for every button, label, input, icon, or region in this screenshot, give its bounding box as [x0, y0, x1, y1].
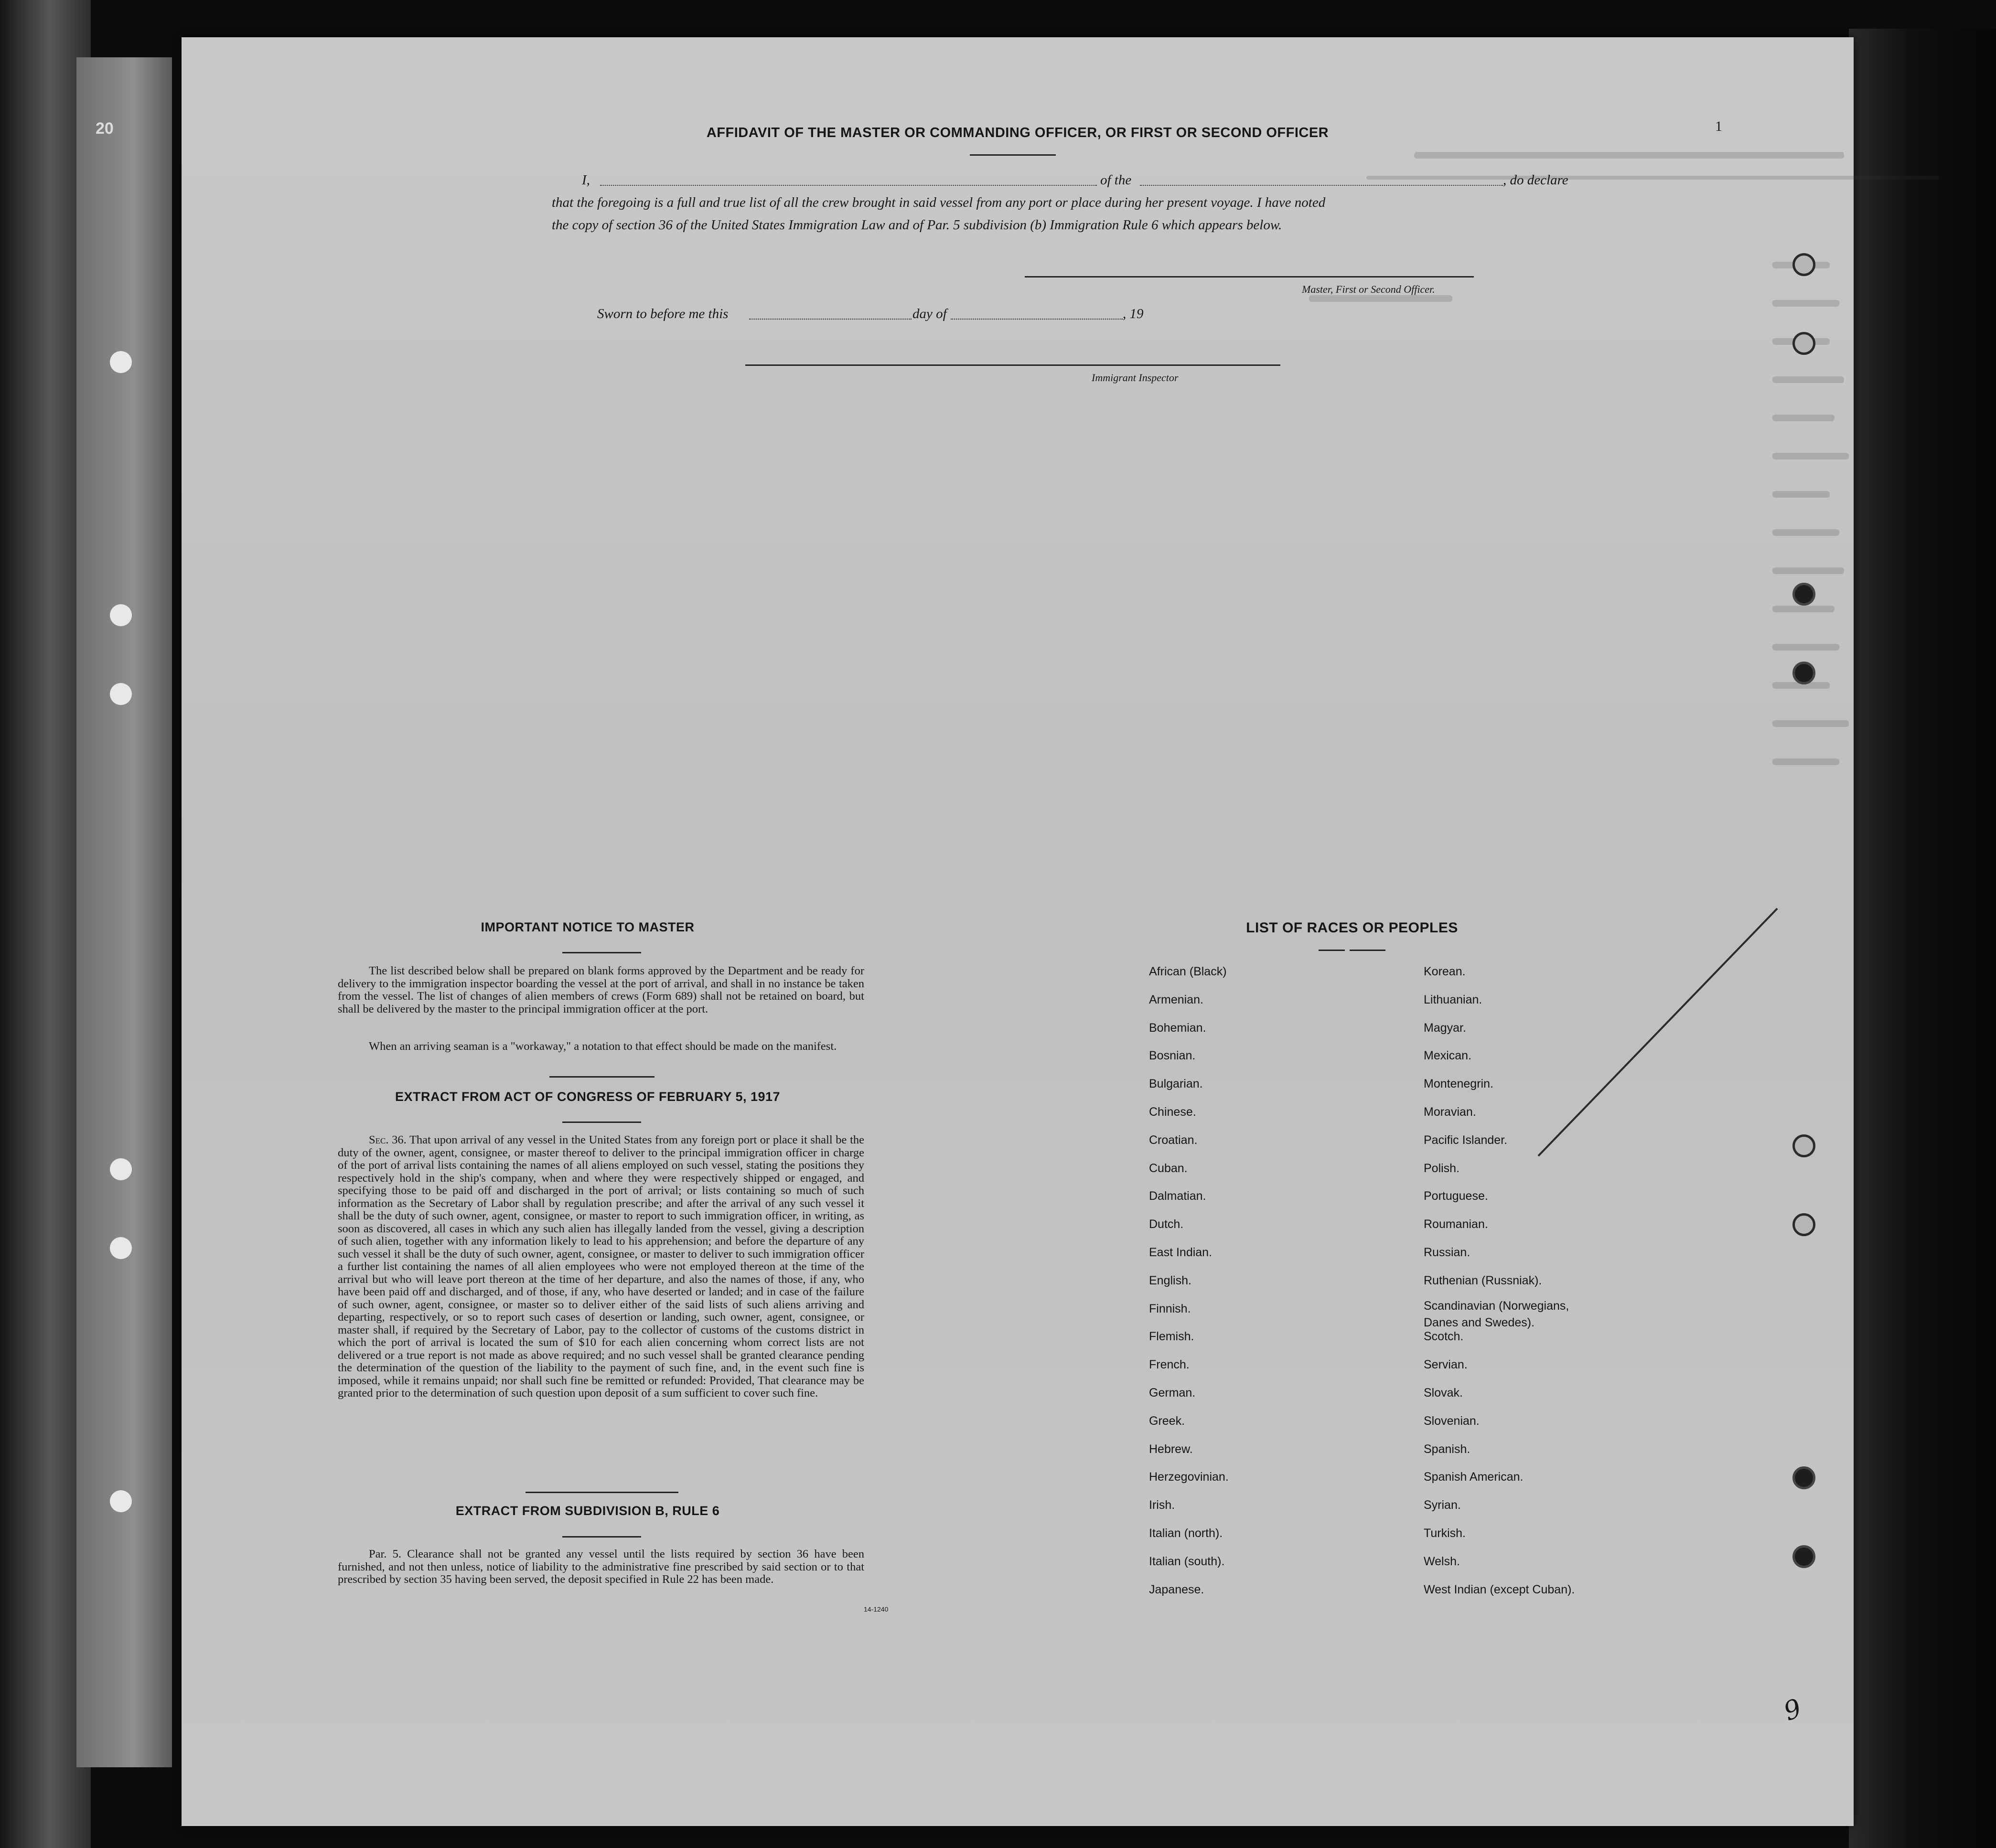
- race-left-item: Bosnian.: [1149, 1049, 1196, 1063]
- binder-hole: [1792, 332, 1815, 355]
- year-label: , 19: [1123, 306, 1144, 321]
- race-left-item: Italian (north).: [1149, 1527, 1223, 1540]
- signature-caption: Master, First or Second Officer.: [1302, 283, 1435, 295]
- binder-hole: [1792, 1466, 1815, 1489]
- race-right-item: Slovak.: [1424, 1386, 1463, 1399]
- margin-handwriting: 9: [1780, 1693, 1806, 1727]
- race-left-item: Bulgarian.: [1149, 1077, 1203, 1091]
- rule-extract-title: EXTRACT FROM SUBDIVISION B, RULE 6: [455, 1504, 720, 1518]
- race-left-item: Flemish.: [1149, 1330, 1194, 1344]
- binder-hole: [1792, 253, 1815, 276]
- race-right-item: Scotch.: [1424, 1330, 1464, 1344]
- act-rule: [562, 1122, 641, 1123]
- manifest-page: [182, 37, 1854, 1826]
- race-right-item: Pacific Islander.: [1424, 1133, 1508, 1147]
- sworn-month-field[interactable]: [951, 306, 1123, 320]
- punch-hole: [110, 1490, 132, 1512]
- notice-title: IMPORTANT NOTICE TO MASTER: [481, 920, 695, 934]
- races-title: LIST OF RACES OR PEOPLES: [1246, 920, 1458, 936]
- section-label: Sec. 36.: [369, 1133, 407, 1146]
- race-left-item: Italian (south).: [1149, 1554, 1225, 1568]
- notice-divider: [549, 1076, 655, 1078]
- race-left-item: Greek.: [1149, 1414, 1185, 1428]
- race-left-item: English.: [1149, 1273, 1191, 1287]
- race-left-item: Armenian.: [1149, 993, 1203, 1006]
- day-of-label: day of: [912, 306, 947, 321]
- race-left-item: African (Black): [1149, 965, 1227, 978]
- race-right-item: Spanish.: [1424, 1442, 1470, 1456]
- binder-hole: [1792, 1134, 1815, 1157]
- race-right-item: Russian.: [1424, 1246, 1470, 1259]
- binder-hole: [1792, 1545, 1815, 1568]
- race-left-item: Herzegovinian.: [1149, 1470, 1229, 1484]
- race-left-item: Bohemian.: [1149, 1021, 1206, 1035]
- punch-hole: [110, 351, 132, 373]
- race-right-item: Welsh.: [1424, 1554, 1460, 1568]
- section-text: That upon arrival of any vessel in the United States from any foreign port or place it shall be the duty of the owner, agent, consignee, or master thereof to deliver to the principal immigration officer in charge of the port of arrival lists containing the names of all aliens employed on such vessel, stating the positions they respectively hold in the ship's company, when and where they were respectively shipped or engaged, and specifying those to be paid off and discharged in the port of arrival; or lists containing so much of such information as the Secretary of Labor shall by regulation prescribe; and after the arrival of any such vessel it shall be the duty of such owner, agent, consignee, or master to report to such immigration officer, in writing, as soon as discovered, all cases in which any such alien has illegally landed from the vessel, giving a description of such alien, together with any information likely to lead to his apprehension; and before the departure of any such vessel it shall be the duty of such owner, agent, consignee, or master to deliver to such immigration officer a further list containing the names of all alien employees who were not employed thereon at the time of the arrival but who will leave port thereon at the time of her departure, and also the names of those, if any, who have been paid off and discharged, and of those, if any, who have deserted or landed; and in case of the failure of such owner, agent, consignee, or master so to deliver either of the said lists of such aliens arriving and departing, respectively, or so to report such cases of desertion or landing, such owner, agent, consignee, or master shall, if required by the Secretary of Labor, pay to the collector of customs of the customs district in which the port of arrival is located the sum of $10 for each alien concerning whom correct lists are not delivered or a true report is not made as above required; and no such vessel shall be granted clearance pending the determination of the question of the liability to the payment of such fine, and, in the event such fine is imposed, while it remains unpaid; nor shall such fine be remitted or refunded: Provided, That clearance may be granted prior to the determination of such question upon deposit of a sum sufficient to cover such fine.: [338, 1133, 865, 1399]
- of-the-label: of the: [1100, 172, 1132, 188]
- act-section-36: [338, 1134, 864, 1400]
- sworn-day-field[interactable]: [749, 306, 912, 320]
- notice-paragraph-2: When an arriving seaman is a "workaway," a notation to that effect should be made on the manifest.: [369, 1040, 837, 1053]
- notice-paragraph-1: The list described below shall be prepared on blank forms approved by the Department and be ready for delivery to the immigration inspector boarding the vessel at the port of arrival, and shall in no instance be taken from the vessel. The list of changes of alien members of crews (Form 689) shall not be retained on board, but shall be delivered by the master to the principal immigration officer at the port.: [338, 964, 864, 1015]
- race-right-item: Turkish.: [1424, 1527, 1466, 1540]
- affidavit-title: AFFIDAVIT OF THE MASTER OR COMMANDING OFFICER, OR FIRST OR SECOND OFFICER: [706, 125, 1329, 140]
- inspector-caption: Immigrant Inspector: [1092, 372, 1179, 384]
- race-left-item: Irish.: [1149, 1498, 1175, 1512]
- race-right-item: Montenegrin.: [1424, 1077, 1493, 1091]
- notice-rule: [562, 952, 641, 953]
- race-left-item: East Indian.: [1149, 1246, 1213, 1259]
- binder-hole: [1792, 662, 1815, 684]
- page-number: 1: [1715, 118, 1722, 134]
- races-rule-a: [1319, 950, 1345, 951]
- affidavit-line-2: that the foregoing is a full and true list of all the crew brought in said vessel from any port or place during her present voyage. I have noted: [552, 195, 1326, 210]
- race-left-item: Finnish.: [1149, 1302, 1191, 1315]
- race-right-item: Korean.: [1424, 965, 1466, 978]
- punch-hole: [110, 1237, 132, 1259]
- rule-rule: [562, 1536, 641, 1538]
- race-right-item: Servian.: [1424, 1358, 1468, 1372]
- race-right-item: Spanish American.: [1424, 1470, 1524, 1484]
- race-right-item: Portuguese.: [1424, 1189, 1488, 1203]
- race-right-item: Slovenian.: [1424, 1414, 1480, 1428]
- races-rule-b: [1350, 950, 1385, 951]
- race-left-item: Cuban.: [1149, 1161, 1188, 1175]
- name-field[interactable]: [600, 172, 1097, 186]
- race-right-item: Syrian.: [1424, 1498, 1461, 1512]
- affidavit-line-3: the copy of section 36 of the United States Immigration Law and of Par. 5 subdivision (b) Immigration Rule 6 which appears below.: [552, 217, 1282, 233]
- punch-hole: [110, 604, 132, 626]
- form-number: 14-1240: [864, 1605, 889, 1613]
- punch-hole: [110, 683, 132, 705]
- race-right-item: Ruthenian (Russniak).: [1424, 1273, 1542, 1287]
- rule-paragraph: Par. 5. Clearance shall not be granted any vessel until the lists required by section 36 have been furnished, and not then unless, notice of liability to the administrative fine prescribed by said section or to that prescribed by section 35 having been served, the deposit specified in Rule 22 has been made.: [338, 1548, 864, 1586]
- race-left-item: Hebrew.: [1149, 1442, 1193, 1456]
- race-left-item: French.: [1149, 1358, 1190, 1372]
- signature-line[interactable]: [1025, 276, 1474, 278]
- binder-hole: [1792, 1213, 1815, 1236]
- race-right-item: Scandinavian (Norwegians,: [1424, 1299, 1569, 1313]
- sworn-label: Sworn to before me this: [597, 306, 729, 321]
- do-declare-label: , do declare: [1503, 172, 1568, 188]
- race-left-item: Chinese.: [1149, 1105, 1196, 1119]
- title-rule: [970, 154, 1056, 156]
- race-right-item: Danes and Swedes).: [1424, 1315, 1535, 1329]
- race-left-item: German.: [1149, 1386, 1196, 1399]
- binder-hole: [1792, 583, 1815, 606]
- race-right-item: West Indian (except Cuban).: [1424, 1582, 1575, 1596]
- race-left-item: Croatian.: [1149, 1133, 1198, 1147]
- right-binding: [1849, 29, 1996, 1848]
- race-right-item: Roumanian.: [1424, 1218, 1488, 1231]
- race-left-item: Dalmatian.: [1149, 1189, 1206, 1203]
- act-extract-title: EXTRACT FROM ACT OF CONGRESS OF FEBRUARY 5, 1917: [395, 1090, 781, 1104]
- race-right-item: Lithuanian.: [1424, 993, 1482, 1006]
- race-right-item: Mexican.: [1424, 1049, 1472, 1063]
- race-right-item: Moravian.: [1424, 1105, 1476, 1119]
- race-left-item: Dutch.: [1149, 1218, 1184, 1231]
- strip-label: 20: [96, 119, 114, 138]
- inspector-signature-line[interactable]: [745, 364, 1280, 366]
- pen-stroke: [1538, 908, 1778, 1157]
- race-right-item: Polish.: [1424, 1161, 1460, 1175]
- race-right-item: Magyar.: [1424, 1021, 1466, 1035]
- punch-hole: [110, 1158, 132, 1180]
- i-label: I,: [582, 172, 590, 188]
- race-left-item: Japanese.: [1149, 1582, 1204, 1596]
- vessel-field[interactable]: [1140, 172, 1503, 186]
- act-divider: [526, 1492, 678, 1493]
